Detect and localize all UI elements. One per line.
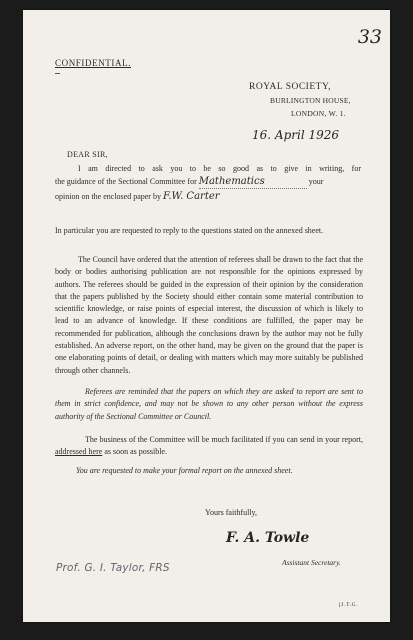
request-line-1: I am directed to ask you to be so good as to give in writing, for xyxy=(78,164,361,173)
business-addressed-here: addressed here xyxy=(55,447,103,457)
request-line-2 xyxy=(55,176,363,189)
folio-number: 33 xyxy=(357,26,382,48)
request-line-2-prefix: the guidance of the Sectional Committee for xyxy=(55,177,197,186)
recipient-pencil-note: Prof. G. I. Taylor, FRS xyxy=(56,562,170,574)
request-line-3 xyxy=(55,191,220,203)
salutation: DEAR SIR, xyxy=(67,150,108,159)
confidential-heading: CONFIDENTIAL. xyxy=(55,58,132,68)
business-text-prefix: The business of the Committee will be much facilitated if you can send in your report, xyxy=(85,435,363,444)
committee-handwritten: Mathematics xyxy=(198,176,265,187)
paragraph-formal-report: You are requested to make your formal report on the annexed sheet. xyxy=(76,466,293,475)
signature: F. A. Towle xyxy=(226,530,310,546)
letter-page xyxy=(23,10,390,622)
paragraph-confidence: Referees are reminded that the papers on which they are asked to report are sent to them in strict confidence, and may not be shown to any other person without the express authority of the Sectional Committee or Council. xyxy=(55,387,363,421)
address-line-1: ROYAL SOCIETY, xyxy=(249,82,331,92)
paragraph-particular: In particular you are requested to reply to the questions stated on the annexed sheet. xyxy=(55,226,324,235)
address-line-3: LONDON, W. 1. xyxy=(291,109,346,118)
request-line-2-suffix: your xyxy=(308,177,324,186)
author-handwritten: F.W. Carter xyxy=(162,191,220,202)
signatory-title: Assistant Secretary. xyxy=(282,558,341,567)
address-line-2: BURLINGTON HOUSE, xyxy=(270,96,351,105)
handwritten-date: 16. April 1926 xyxy=(252,128,340,142)
paragraph-council: The Council have ordered that the attention of referees shall be drawn to the fact that the body or bodies authorising publication are not responsible for the opinions expressed by authors. The referees should be guided in the expression of their opinion by the consideration that the papers published by the Society should either contain some material contribution to scientific knowledge, or raise points of especial interest, the discussion of which is likely to lead to an advance of knowledge. If these conditions are fulfilled, the paper may be recommended for publication, although the conclusions drawn by the author may not be fully established. An adverse report, on the other hand, may be given on the ground that the paper is one elaborating points of detail, or dealing with matters which may more suitably be published through other channels. xyxy=(55,255,363,375)
business-text-suffix: as soon as possible. xyxy=(104,447,167,457)
paragraph-business xyxy=(55,434,363,459)
committee-field xyxy=(199,176,307,189)
closing: Yours faithfully, xyxy=(205,508,258,517)
print-code: [J.T.G. xyxy=(339,602,359,608)
request-line-3-prefix: opinion on the enclosed paper by xyxy=(55,192,161,201)
ink-mark xyxy=(55,73,60,74)
